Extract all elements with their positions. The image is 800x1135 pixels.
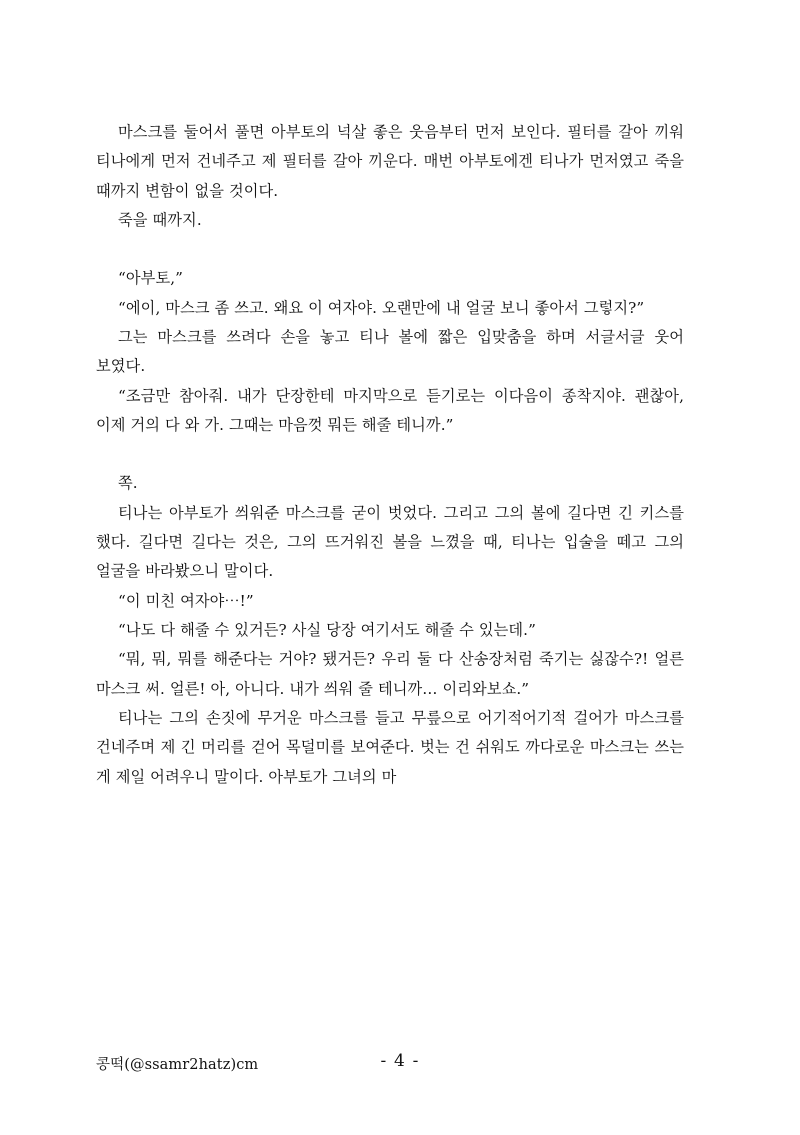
paragraph: “나도 다 해줄 수 있거든? 사실 당장 여기서도 해줄 수 있는데.” [118, 620, 536, 639]
page-number: - 4 - [380, 1051, 420, 1071]
paragraph: “에이, 마스크 좀 쓰고. 왜요 이 여자야. 오랜만에 내 얼굴 보니 좋아서 그렇지?” [118, 298, 645, 317]
paragraph: 쪽. [118, 474, 138, 493]
page-footer [0, 1053, 800, 1077]
paragraph: “조금만 참아줘. 내가 단장한테 마지막으로 듣기로는 이다음이 종착지야. 괜찮아, 이제 거의 다 와 가. 그때는 마음껏 뭐든 해줄 테니까.” [96, 386, 684, 434]
paragraph: “아부토,” [118, 269, 184, 288]
paragraph: “이 미친 여자야⋯!” [118, 591, 254, 610]
paragraph-spacer [96, 235, 684, 264]
paragraph: 티나는 아부토가 씌워준 마스크를 굳이 벗었다. 그리고 그의 볼에 길다면 긴 키스를 했다. 길다면 길다는 것은, 그의 뜨거워진 볼을 느꼈을 때, 티나는 입술을 떼고 그의 얼굴을 바라봤으니 말이다. [96, 503, 684, 581]
paragraph: 마스크를 둘어서 풀면 아부토의 넉살 좋은 웃음부터 먼저 보인다. 필터를 갈아 끼워 티나에게 먼저 건네주고 제 필터를 갈아 끼운다. 매번 아부토에겐 티나가 먼저였고 죽을 때까지 변함이 없을 것이다. [96, 123, 684, 200]
page-body-text [96, 118, 684, 792]
paragraph: “뭐, 뭐, 뭐를 해준다는 거야? 됐거든? 우리 둘 다 산송장처럼 죽기는 싫잖수?! 얼른 마스크 써. 얼른! 아, 아니다. 내가 씌워 줄 테니까… 이리와보쇼.” [96, 650, 684, 698]
paragraph: 그는 마스크를 쓰려다 손을 놓고 티나 볼에 짧은 입맞춤을 하며 서글서글 웃어 보였다. [96, 327, 684, 376]
paragraph-spacer [96, 440, 684, 469]
paragraph: 티나는 그의 손짓에 무거운 마스크를 들고 무릎으로 어기적어기적 걸어가 마스크를 건네주며 제 긴 머리를 걷어 목덜미를 보여준다. 벗는 건 쉬워도 까다로운 마스크는 쓰는 게 제일 어려우니 말이다. 아부토가 그녀의 마 [96, 708, 684, 786]
paragraph: 죽을 때까지. [118, 210, 202, 229]
footer-credit: 콩떡(@ssamr2hatz)cm [96, 1057, 259, 1073]
